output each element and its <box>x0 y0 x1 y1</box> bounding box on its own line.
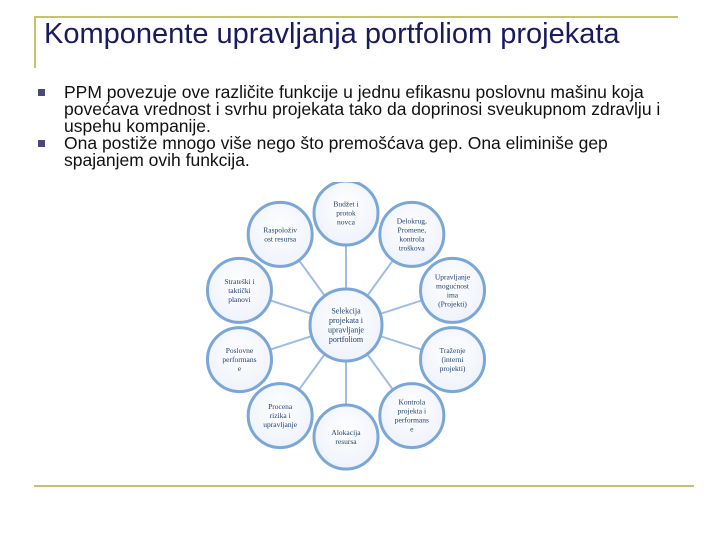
bullet-square-icon <box>38 89 45 96</box>
diagram-node <box>314 405 378 469</box>
slide-title: Komponente upravljanja portfoliom projekata <box>44 18 620 50</box>
diagram-node-label: Delokrug, <box>396 216 427 226</box>
bullet-item <box>38 84 678 135</box>
diagram-node <box>314 182 378 245</box>
diagram-node-label: (interni <box>441 355 464 365</box>
ppm-cycle-diagram <box>196 182 526 482</box>
diagram-center-node-label: portfoliom <box>328 335 364 345</box>
diagram-node-label: kontrola <box>399 234 425 244</box>
diagram-center-node-label: Selekcija <box>331 306 361 316</box>
diagram-node-label: Traženje <box>439 346 466 356</box>
diagram-node-label: mogućnost <box>436 281 469 291</box>
bottom-rule <box>34 485 694 487</box>
title-left-rule <box>34 16 36 68</box>
diagram-node-label: taktički <box>228 286 251 296</box>
diagram-node <box>421 258 485 322</box>
diagram-node-label: performans <box>394 415 429 425</box>
diagram-center-node-label: projekata i <box>329 316 363 326</box>
diagram-node-label: Raspoloživ <box>263 225 298 235</box>
bullet-item <box>38 135 678 169</box>
bullet-list <box>38 84 678 169</box>
spoke-connector <box>270 300 312 314</box>
spoke-connector <box>367 260 393 296</box>
spoke-connector <box>299 260 325 296</box>
diagram-node-label: upravljanje <box>263 420 298 430</box>
spoke-connector <box>380 336 422 350</box>
diagram-node-label: ima <box>446 290 459 300</box>
diagram-node <box>421 328 485 392</box>
spoke-connector <box>270 336 312 350</box>
bullet-text: PPM povezuje ove različite funkcije u jednu efikasnu poslovnu mašinu koja povećava vrednost i svrhu projekata tako da doprinosi sveukupnom zdravlju i uspehu kompanije. <box>64 82 661 136</box>
diagram-node-label: protok <box>336 208 356 218</box>
diagram-node <box>207 258 271 322</box>
diagram-center-node <box>310 289 382 361</box>
diagram-node <box>207 328 271 392</box>
diagram-node-label: Alokacija <box>331 428 361 438</box>
diagram-node <box>248 384 312 448</box>
diagram-node <box>380 202 444 266</box>
diagram-node-label: Strateški i <box>224 277 255 287</box>
diagram-node-label: Budžet i <box>333 199 359 209</box>
diagram-node-label: Promene, <box>397 225 427 235</box>
diagram-node <box>380 384 444 448</box>
diagram-node-label: Kontrola <box>398 397 426 407</box>
diagram-node-label: planovi <box>228 295 251 305</box>
bullet-text: Ona postiže mnogo više nego što premošćava gep. Ona eliminiše gep spajanjem ovih funkcija. <box>64 133 608 170</box>
diagram-node <box>248 202 312 266</box>
spoke-connector <box>380 300 422 314</box>
diagram-node-label: performans <box>222 355 257 365</box>
spoke-connector <box>299 354 325 390</box>
diagram-node-label: projekta i <box>397 406 427 416</box>
diagram-node-label: Procena <box>268 402 293 412</box>
diagram-node-label: ost resursa <box>264 234 297 244</box>
diagram-node-label: projekti) <box>439 364 466 374</box>
spoke-connector <box>367 354 393 390</box>
diagram-node-label: resursa <box>335 437 357 447</box>
diagram-node-label: Upravljanje <box>434 272 471 282</box>
diagram-center-node-label: upravljanje <box>328 325 364 335</box>
diagram-node-label: Poslovne <box>225 346 254 356</box>
diagram-node-label: e <box>410 424 414 434</box>
diagram-node-label: e <box>237 364 242 374</box>
bullet-square-icon <box>38 140 45 147</box>
diagram-node-label: (Projekti) <box>438 299 467 309</box>
diagram-node-label: novca <box>337 217 355 227</box>
diagram-node-label: troškova <box>398 243 425 253</box>
diagram-node-label: rizika i <box>269 411 291 421</box>
